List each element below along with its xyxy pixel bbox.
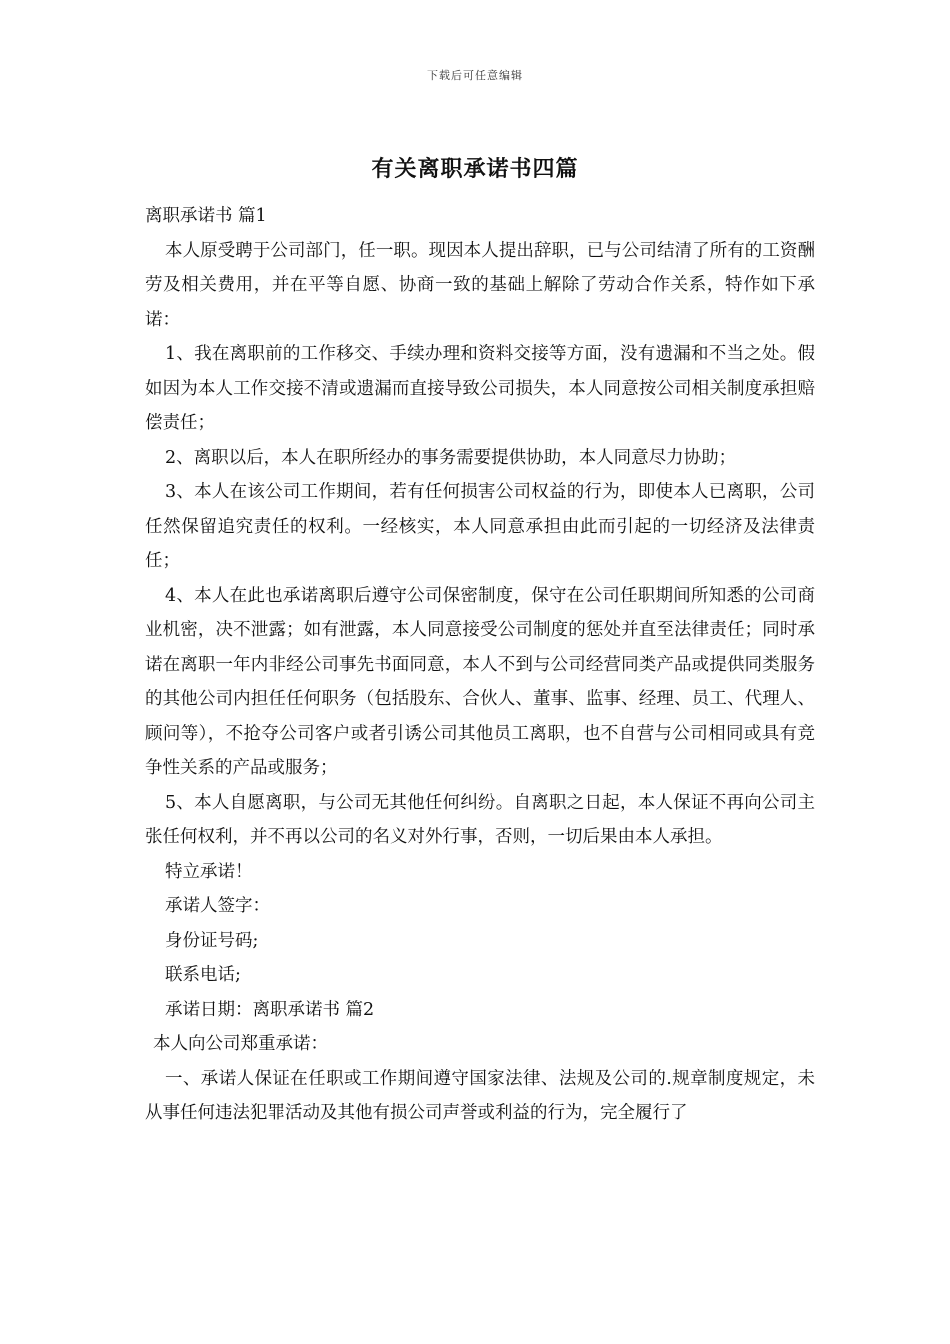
paragraph-item-5: 5、本人自愿离职，与公司无其他任何纠纷。自离职之日起，本人保证不再向公司主张任何权利，并不再以公司的名义对外行事，否则，一切后果由本人承担。 [145, 792, 815, 847]
paragraph-declaration: 特立承诺！ [165, 861, 253, 882]
section-heading-1: 离职承诺书 篇1 [145, 206, 267, 226]
signature-line: 承诺人签字： [165, 896, 270, 916]
id-number-line: 身份证号码; [165, 930, 259, 951]
paragraph-pledge-1: 一、承诺人保证在任职或工作期间遵守国家法律、法规及公司的.规章制度规定，未从事任何违法犯罪活动及其他有损公司声誉或利益的行为，完全履行了 [145, 1068, 815, 1123]
paragraph-item-1: 1、我在离职前的工作移交、手续办理和资料交接等方面，没有遗漏和不当之处。假如因为本人工作交接不清或遗漏而直接导致公司损失，本人同意按公司相关制度承担赔偿责任； [145, 344, 815, 433]
phone-line: 联系电话; [165, 965, 241, 985]
document-title: 有关离职承诺书四篇 [371, 156, 579, 182]
document-body [145, 199, 815, 1131]
date-line: 承诺日期：离职承诺书 篇2 [165, 999, 375, 1020]
paragraph-item-4: 4、本人在此也承诺离职后遵守公司保密制度，保守在公司任职期间所知悉的公司商业机密，决不泄露；如有泄露，本人同意接受公司制度的惩处并直至法律责任；同时承诺在离职一年内非经公司事先书面同意，本人不到与公司经营同类产品或提供同类服务的其他公司内担任任何职务（包括股东、合伙人、董事、监事、经理、员工、代理人、顾问等），不抢夺公司客户或者引诱公司其他员工离职，也不自营与公司相同或具有竞争性关系的产品或服务； [145, 585, 815, 778]
paragraph-item-3: 3、本人在该公司工作期间，若有任何损害公司权益的行为，即使本人已离职，公司任然保留追究责任的权利。一经核实，本人同意承担由此而引起的一切经济及法律责任； [145, 482, 815, 571]
paragraph-item-2: 2、离职以后，本人在职所经办的事务需要提供协助，本人同意尽力协助； [165, 447, 737, 468]
paragraph-pledge-intro: 本人向公司郑重承诺： [153, 1034, 328, 1054]
paragraph-intro: 本人原受聘于公司部门，任一职。现因本人提出辞职，已与公司结清了所有的工资酬劳及相关费用，并在平等自愿、协商一致的基础上解除了劳动合作关系，特作如下承诺： [145, 240, 815, 330]
header-note: 下载后可任意编辑 [427, 69, 523, 82]
